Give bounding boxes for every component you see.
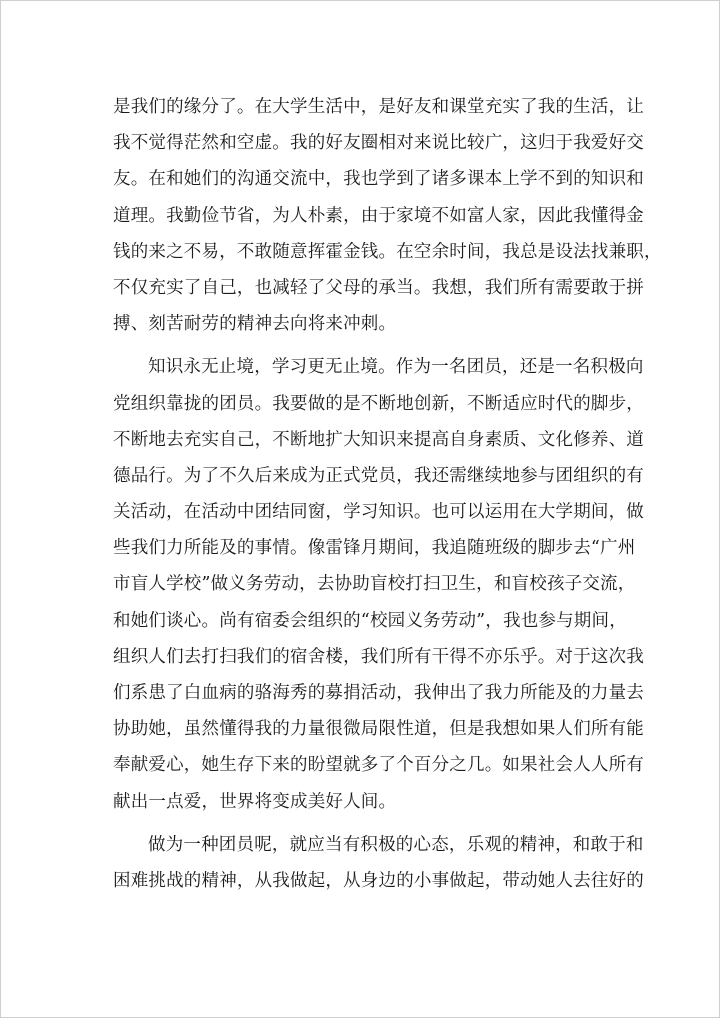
text-line: 道理。我勤俭节省，为人朴素，由于家境不如富人家，因此我懂得金 [113, 205, 644, 226]
paragraph-1 [113, 89, 662, 342]
text-line: 奉献爱心，她生存下来的盼望就多了个百分之几。如果社会人人所有 [113, 755, 644, 776]
text-line: 组织人们去打扫我们的宿舍楼，我们所有干得不亦乐乎。对于这次我 [113, 646, 644, 667]
text-line: 关活动，在活动中团结同窗，学习知识。也可以运用在大学期间，做 [113, 502, 644, 523]
text-line: 党组织靠拢的团员。我要做的是不断地创新，不断适应时代的脚步， [113, 393, 644, 414]
text-line: 搏、刻苦耐劳的精神去向将来冲刺。 [113, 314, 397, 335]
text-line: 做为一种团员呢，就应当有积极的心态，乐观的精神，和敢于和 [148, 834, 644, 855]
document-body [113, 89, 662, 899]
paragraph-2 [113, 349, 644, 819]
text-line: 是我们的缘分了。在大学生活中，是好友和课堂充实了我的生活，让 [113, 97, 644, 117]
text-line: 协助她，虽然懂得我的力量很微局限性道，但是我想如果人们所有能 [113, 719, 644, 740]
text-line: 和她们谈心。尚有宿委会组织的“校园义务劳动”，我也参与期间， [113, 610, 627, 631]
text-line: 些我们力所能及的事情。像雷锋月期间，我追随班级的脚步去“广州 [113, 538, 636, 559]
text-line: 们系患了白血病的骆海秀的募捐活动，我伸出了我力所能及的力量去 [113, 683, 644, 703]
text-line: 市盲人学校”做义务劳动，去协助盲校打扫卫生，和盲校孩子交流， [113, 574, 636, 595]
text-line: 不仅充实了自己，也减轻了父母的承当。我想，我们所有需要敢于拼 [113, 277, 644, 298]
text-line: 德品行。为了不久后来成为正式党员，我还需继续地参与团组织的有 [113, 465, 644, 486]
paragraph-3 [113, 827, 644, 899]
text-line: 献出一点爱，世界将变成美好人间。 [113, 791, 397, 812]
text-line: 不断地去充实自己，不断地扩大知识来提高自身素质、文化修养、道 [113, 429, 644, 450]
text-line: 钱的来之不易，不敢随意挥霍金钱。在空余时间，我总是设法找兼职， [113, 241, 662, 262]
text-line: 困难挑战的精神，从我做起，从身边的小事做起，带动她人去往好的 [113, 870, 644, 891]
text-line: 我不觉得茫然和空虚。我的好友圈相对来说比较广，这归于我爱好交 [113, 133, 644, 154]
text-line: 友。在和她们的沟通交流中，我也学到了诸多课本上学不到的知识和 [113, 169, 644, 190]
text-line: 知识永无止境，学习更无止境。作为一名团员，还是一名积极向 [148, 357, 644, 378]
